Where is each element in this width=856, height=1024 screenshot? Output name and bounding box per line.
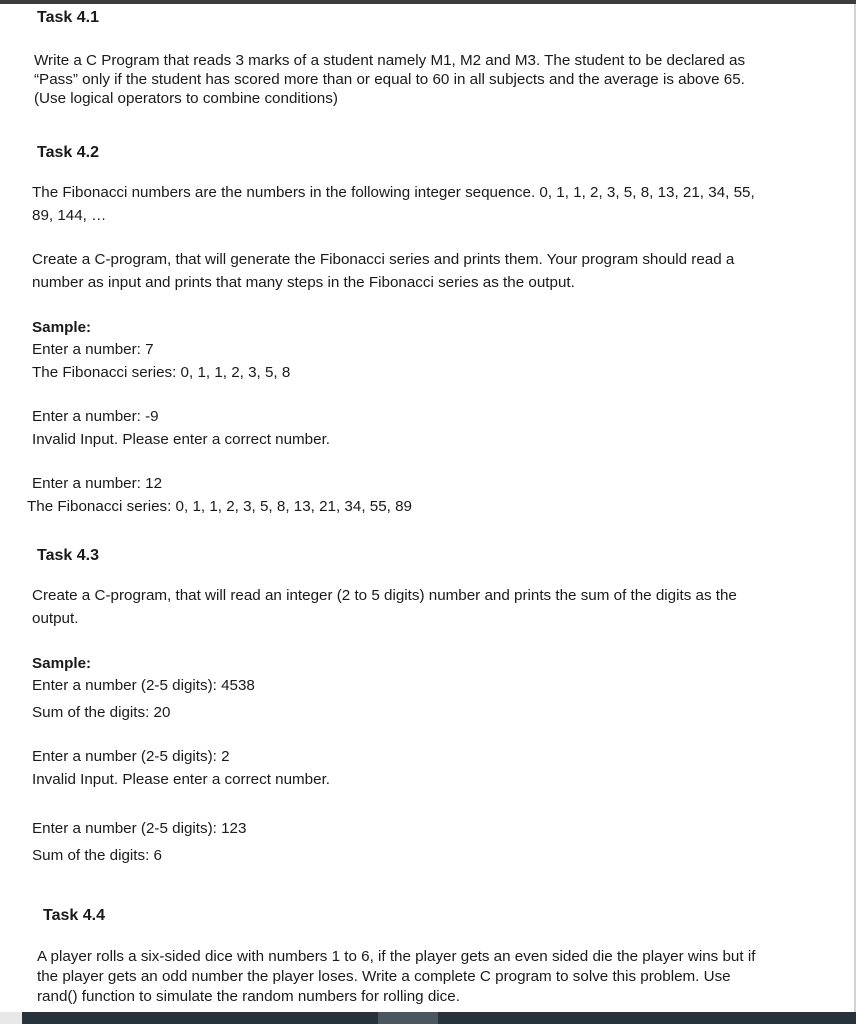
task-4-3-sample-1-input: Enter a number (2-5 digits): 4538 bbox=[32, 677, 255, 694]
task-4-3-sample-2-input: Enter a number (2-5 digits): 2 bbox=[32, 748, 230, 765]
task-4-1-line-3: (Use logical operators to combine conditions) bbox=[34, 90, 338, 107]
task-4-2-sample-3-output: The Fibonacci series: 0, 1, 1, 2, 3, 5, 8, 13, 21, 34, 55, 89 bbox=[27, 498, 412, 515]
task-4-2-body-2: number as input and prints that many steps in the Fibonacci series as the output. bbox=[32, 274, 575, 291]
task-4-3-sample-2-output: Invalid Input. Please enter a correct number. bbox=[32, 771, 331, 788]
bottom-left-corner bbox=[0, 1012, 22, 1024]
task-4-2-sample-2-output: Invalid Input. Please enter a correct number. bbox=[32, 431, 331, 448]
task-4-3-body-1: Create a C-program, that will read an integer (2 to 5 digits) number and prints the sum of the digits as the bbox=[32, 587, 737, 604]
task-4-2-sample-2-input: Enter a number: -9 bbox=[32, 408, 159, 425]
bottom-scrollbar[interactable] bbox=[22, 1012, 856, 1024]
task-4-2-intro-1: The Fibonacci numbers are the numbers in the following integer sequence. 0, 1, 1, 2, 3, 5, 8, 13, 21, 34, 55, bbox=[32, 184, 755, 201]
task-4-3-body-2: output. bbox=[32, 610, 79, 627]
task-4-2-intro-2: 89, 144, … bbox=[32, 207, 107, 224]
task-4-2-sample-3-input: Enter a number: 12 bbox=[32, 475, 163, 492]
task-4-4-line-3: rand() function to simulate the random numbers for rolling dice. bbox=[37, 988, 460, 1005]
top-border bbox=[0, 0, 856, 4]
task-4-3-sample-1-output: Sum of the digits: 20 bbox=[32, 704, 171, 721]
task-4-2-sample-1-input: Enter a number: 7 bbox=[32, 341, 154, 358]
task-4-2-sample-label: Sample: bbox=[32, 319, 92, 336]
task-4-3-sample-label: Sample: bbox=[32, 655, 92, 672]
bottom-scrollbar-thumb[interactable] bbox=[378, 1012, 438, 1024]
task-4-4-line-1: A player rolls a six-sided dice with numbers 1 to 6, if the player gets an even sided die the player wins but if bbox=[37, 948, 756, 965]
task-4-3-title: Task 4.3 bbox=[37, 547, 99, 564]
task-4-1-title: Task 4.1 bbox=[37, 9, 99, 26]
task-4-2-body-1: Create a C-program, that will generate the Fibonacci series and prints them. Your program should read a bbox=[32, 251, 735, 268]
task-4-4-line-2: the player gets an odd number the player loses. Write a complete C program to solve this problem. Use bbox=[37, 968, 731, 985]
task-4-3-sample-3-input: Enter a number (2-5 digits): 123 bbox=[32, 820, 247, 837]
task-4-2-title: Task 4.2 bbox=[37, 144, 99, 161]
task-4-3-sample-3-output: Sum of the digits: 6 bbox=[32, 847, 163, 864]
task-4-1-line-2: “Pass” only if the student has scored more than or equal to 60 in all subjects and the average is above 65. bbox=[34, 71, 745, 88]
task-4-4-title: Task 4.4 bbox=[43, 907, 105, 924]
task-4-1-line-1: Write a C Program that reads 3 marks of a student namely M1, M2 and M3. The student to be declared as bbox=[34, 52, 746, 69]
task-4-2-sample-1-output: The Fibonacci series: 0, 1, 1, 2, 3, 5, 8 bbox=[32, 364, 291, 381]
